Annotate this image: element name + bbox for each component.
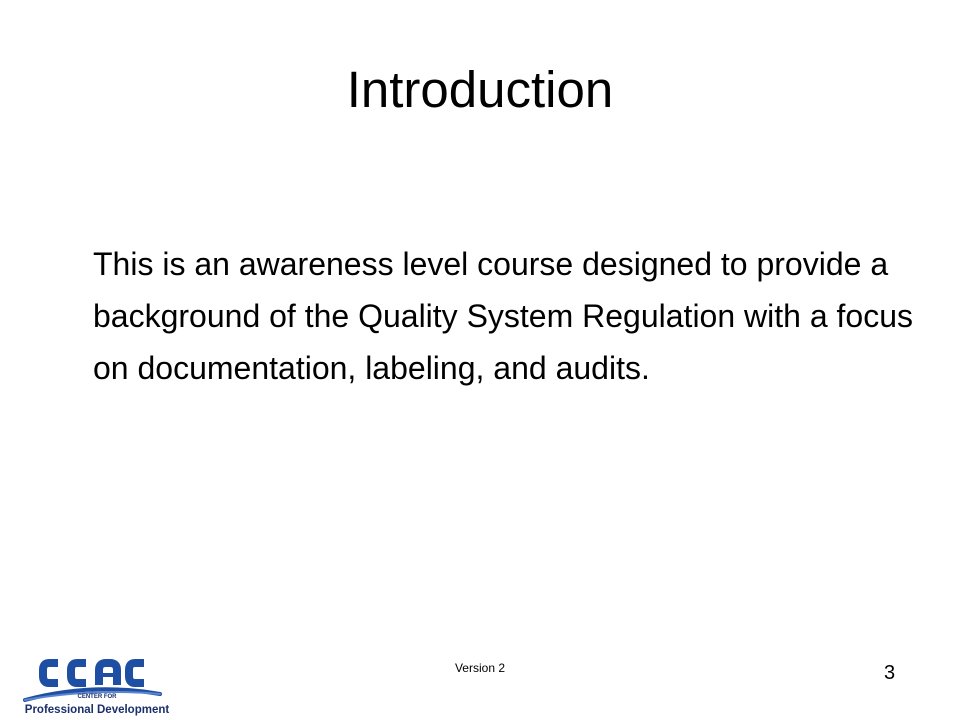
slide-title: Introduction: [346, 61, 614, 118]
logo-tagline-line1: CENTER FOR: [77, 694, 117, 700]
footer-version: Version 2: [454, 661, 506, 675]
slide-body-text: This is an awareness level course designed to provide a background of the Quality System Regulation with a focus on documentation, labeling, and audits.: [93, 246, 913, 386]
page-number: 3: [884, 662, 896, 684]
logo-tagline-line2: Professional Development: [24, 704, 170, 716]
